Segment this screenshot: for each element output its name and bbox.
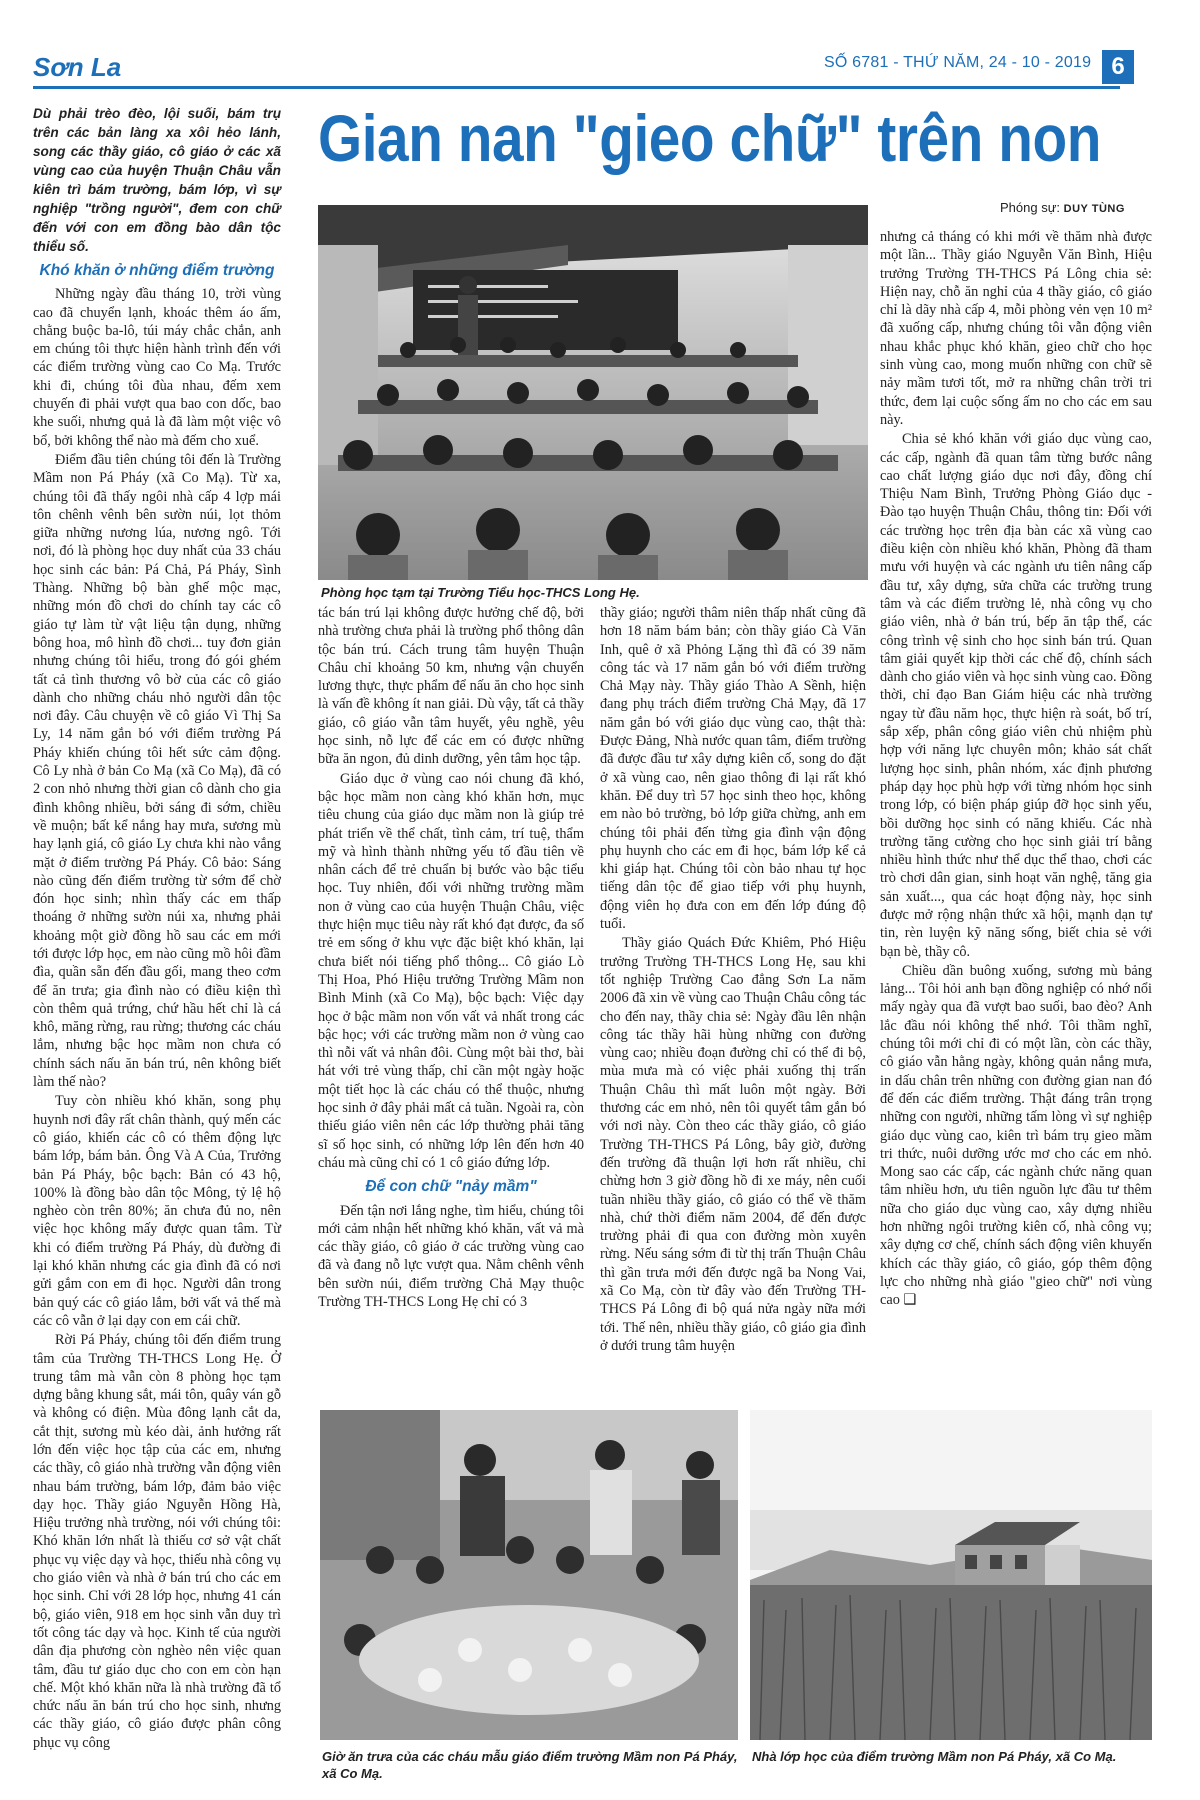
lunch-photo <box>320 1410 738 1740</box>
paragraph: nhưng cả tháng có khi mới về thăm nhà được một lần... Thầy giáo Nguyễn Văn Bình, Hiệu trưởng Trường TH-THCS Pá Lông chia sẻ: Hiện nay, chỗ ăn nghỉ của 4 thầy giáo, cô giáo chỉ là dãy nhà cấp 4, mỗi phòng vẻn vẹn 10 m² đã xuống cấp, nhưng chúng tôi vẫn động viên nhau khắc phục khó khăn, gieo chữ cho học sinh vùng cao, mong muốn những con chữ sẽ nảy mầm tươi tốt, mở ra những chân trời tri thức, đem lại cuộc sống ấm no cho các em sau này. <box>880 229 1152 428</box>
lunch-photo-caption: Giờ ăn trưa của các cháu mẫu giáo điểm trường Mầm non Pá Pháy, xã Co Mạ. <box>322 1749 738 1781</box>
paragraph: Đến tận nơi lắng nghe, tìm hiểu, chúng tôi mới cảm nhận hết những khó khăn, vất vả mà các thầy giáo, cô giáo ở các trường vùng cao đã và đang nỗ lực vượt qua. Nằm chênh vênh bên sườn núi, điểm trường Chả Mạy thuộc Trường TH-THCS Long Hẹ chỉ có 3 <box>318 1202 584 1310</box>
header-rule <box>33 86 1120 89</box>
page-header <box>0 0 1200 100</box>
headline: Gian nan "gieo chữ" trên non <box>318 101 1101 175</box>
paragraph: Rời Pá Pháy, chúng tôi đến điểm trung tâm của Trường TH-THCS Long Hẹ. Ở trung tâm mà vẫn còn 8 phòng học tạm dựng bằng khung sắt, mái tôn, quây ván gỗ và không có điện. Mùa đông lạnh cắt da, cắt thịt, sương mù kéo dài, ảnh hưởng rất lớn đến việc học tập của các em, nhưng các thầy, cô giáo nhà trường vẫn động viên nhau bám trường, bám lớp, đảm bảo việc dạy học. Thầy giáo Nguyễn Hồng Hà, Hiệu trưởng nhà trường, nói với chúng tôi: Khó khăn lớn nhất là thiếu cơ sở vật chất phục vụ việc dạy và học, thiếu nhà công vụ cho giáo viên và nhà ở bán trú cho các em học sinh. Chỉ với 28 lớp học, nhưng 41 cán bộ, giáo viên, 918 em học sinh vẫn duy trì tốt công tác dạy và học. Kinh tế của người dân địa phương còn nghèo nên việc quan tâm, đầu tư giáo dục cho con em còn hạn chế. Một khó khăn nữa là nhà trường đã tổ chức nấu ăn bán trú cho học sinh, nhưng các thầy giáo, cô giáo được phân công phục vụ công <box>33 1332 281 1751</box>
paragraph: Những ngày đầu tháng 10, trời vùng cao đã chuyển lạnh, khoác thêm áo ấm, chằng buộc ba-lô, túi máy chắc chắn, anh em chúng tôi thực hiện hành trình đến với các điểm trường vùng cao Co Mạ. Trước khi đi, chúng tôi đùa nhau, đếm xem chuyến đi phải vượt qua bao con dốc, bao khe suối, nhưng quả là đã làm một việc vô bổ, bởi không thể nào mà đếm cho xuể. <box>33 286 281 449</box>
column-1 <box>33 104 281 1753</box>
issue-info: SỐ 6781 - THỨ NĂM, 24 - 10 - 2019 <box>824 54 1092 71</box>
subheading-sprouting: Để con chữ "nảy mầm" <box>365 1178 537 1196</box>
classroom-photo <box>318 205 868 580</box>
byline-author: DUY TÙNG <box>1063 203 1125 215</box>
section-name: Sơn La <box>33 52 122 82</box>
main-photo-caption: Phòng học tạm tại Trường Tiểu học-THCS Long Hẹ. <box>321 585 640 600</box>
page-number: 6 <box>1102 50 1134 84</box>
paragraph: tác bán trú lại không được hưởng chế độ, bởi nhà trường chưa phải là trường phổ thông dân tộc bán trú. Cách trung tâm huyện Thuận Châu chỉ khoảng 50 km, nhưng vận chuyển lương thực, thực phẩm để nấu ăn cho học sinh là vấn đề không ít nan giải. Dù vậy, tất cả thầy giáo, cô giáo vẫn tâm huyết, yêu nghề, yêu học sinh, nỗ lực để các em có được những bữa ăn ngon, đủ dinh dưỡng, yên tâm học tập. <box>318 605 584 768</box>
house-photo-caption: Nhà lớp học của điểm trường Mầm non Pá Pháy, xã Co Mạ. <box>752 1749 1117 1764</box>
paragraph: Chia sẻ khó khăn với giáo dục vùng cao, các cấp, ngành đã quan tâm từng bước nâng cao chất lượng giáo dục nơi đây, đồng chí Thiệu Nam Bình, Trưởng Phòng Giáo dục - Đào tạo huyện Thuận Châu, thông tin: Đối với các trường học trên địa bàn các xã vùng cao điều kiện còn nhiều khó khăn, Phòng đã tham mưu với huyện và các ngành ưu tiên nâng cấp đầu tư, xây dựng, sửa chữa các trường trung tâm và các điểm trường lẻ, nhà công vụ cho giáo viên, nhà ở bán trú, bếp ăn tập thể, các công trình vệ sinh cho học sinh bán trú. Quan tâm giải quyết kịp thời các chế độ, chính sách dành cho giáo viên và học sinh vùng cao. Đồng thời, chỉ đạo Ban Giám hiệu các nhà trường ngay từ đầu năm học, thực hiện rà soát, bố trí, sắp xếp, phân công giáo viên chủ nhiệm phù hợp với năng lực chuyên môn; khảo sát chất lượng học sinh, phân nhóm, xác định phương pháp dạy học phù hợp với từng nhóm học sinh trong lớp, có biện pháp giúp đỡ học sinh yếu, bồi dưỡng học sinh có năng khiếu. Các nhà trường tăng cường cho học sinh giải trí bằng nhiều hình thức như thể dục thể thao, chơi các trò chơi dân gian, sinh hoạt văn nghệ, tăng gia sản xuất..., qua các hoạt động này, học sinh được mở rộng nhận thức xã hội, mạnh dạn tự tin, rèn luyện kỹ năng sống, biết chia sẻ với bạn bè, thầy cô. <box>880 431 1152 960</box>
byline <box>1000 200 1125 215</box>
column-3 <box>600 604 866 1356</box>
byline-prefix: Phóng sự: <box>1000 200 1061 215</box>
paragraph: Thầy giáo Quách Đức Khiêm, Phó Hiệu trưởng Trường TH-THCS Long Hẹ, sau khi tốt nghiệp Trường Cao đẳng Sơn La năm 2006 đã xin về vùng cao Thuận Châu công tác cho đến nay, thầy chia sẻ: Ngày đầu lên nhận công tác thầy hãi hùng những con đường vùng cao; nhiều đoạn đường chỉ có thể đi bộ, mùa mưa mà có việc phải xuống thị trấn Thuận Châu thì mất luôn một ngày. Bởi thương các em nhỏ, nên tôi quyết tâm gắn bó với nơi này. Còn theo các thầy giáo, cô giáo Trường TH-THCS Pá Lông, bây giờ, đường đến trường đã thuận lợi hơn rất nhiều, chỉ chừng hơn 3 giờ đồng hồ đi xe máy, nên cuối tuần nhiều thầy giáo, cô giáo có thể về thăm nhà, chứ thời điểm năm 2004, để đến được trường phải đi qua con đường mòn xuyên rừng. Nếu sáng sớm đi từ thị trấn Thuận Châu thì gần trưa mới đến được ngã ba Nong Vai, xã Co Mạ, còn từ đây vào đến Trường TH-THCS Pá Lông đi bộ quá nửa ngày nữa mới tới. Thế nên, nhiều thầy giáo, cô giáo gia đình ở dưới trung tâm huyện <box>600 935 866 1354</box>
paragraph: Điểm đầu tiên chúng tôi đến là Trường Mầm non Pá Pháy (xã Co Mạ). Từ xa, chúng tôi đã thấy ngôi nhà cấp 4 lợp mái tôn chênh vênh bên sườn núi, lọt thỏm giữa những nương lúa, nương ngô. Tới nơi, đó là phòng học duy nhất của 33 cháu học sinh các bản: Pá Chả, Pá Pháy, Sình Thàng. Những bộ bàn ghế mộc mạc, những món đồ chơi do chính tay các cô giáo tự làm từ vật liệu tận dụng, những bông hoa, mô hình đồ chơi... tuy đơn giản nhưng chúng tôi hiểu, trong đó gói ghém tất cả tình thương vô bờ của các cô giáo dành cho những cháu nhỏ người dân tộc nơi đây. Câu chuyện về cô giáo Vì Thị Sa Ly, 14 năm gắn bó với điểm trường Pá Pháy khiến chúng tôi hết sức cảm động. Cô Ly nhà ở bản Co Mạ (xã Co Mạ), đã có 2 con nhỏ nhưng thời gian cô dành cho gia đình không nhiều, bởi sáng đi sớm, chiều về muộn; bất kể nắng hay mưa, sương mù hay lạnh giá, cô giáo Ly chưa khi nào vắng mặt ở điểm trường Pá Pháy. Cô bảo: Sáng nào cũng đến điểm trường từ sớm để chờ đón học sinh; nhìn thấy các em thấp thoáng ở những sườn núi xa, nhưng phải khoảng một giờ đồng hồ sau các em mới tới được lớp học, em nào cũng mồ hôi đầm đìa, quần sẵn đến đầu gối, mang theo cơm để ăn trưa; gia đình nào có điều kiện thì còn thêm quả trứng, chứ hầu hết chỉ là cá khô, măng rừng, rau rừng; thương các cháu lắm, nhưng bậc học mầm non chưa có chính sách nấu ăn bán trú, nên không biết làm thế nào? <box>33 451 281 1091</box>
column-4 <box>880 228 1152 1311</box>
column-2 <box>318 604 584 1312</box>
school-house-photo <box>750 1410 1152 1740</box>
subheading-difficulties: Khó khăn ở những điểm trường <box>39 262 275 279</box>
paragraph: Giáo dục ở vùng cao nói chung đã khó, bậc học mầm non càng khó khăn hơn, mục tiêu chung của giáo dục mầm non là giúp trẻ phát triển về thể chất, tình cảm, trí tuệ, thẩm mỹ và hình thành những yếu tố đầu tiên về nhân cách để trẻ chuẩn bị bước vào bậc tiểu học. Tuy nhiên, đối với những trường mầm non ở vùng cao của huyện Thuận Châu, việc thực hiện mục tiêu này rất khó đạt được, đa số trẻ em sống ở khu vực đặc biệt khó khăn, lại chưa biết nói tiếng phổ thông... Cô giáo Lò Thị Hoa, Phó Hiệu trưởng Trường Mầm non Bình Minh (xã Co Mạ), bộc bạch: Việc dạy học ở bậc mầm non vốn vất vả nhất trong các bậc học; với các trường mầm non ở vùng cao thì nỗi vất vả nhân đôi. Cùng một bài thơ, bài hát với trẻ vùng thấp, chỉ cần một ngày hoặc một tiết học là các cháu có thể thuộc, nhưng học sinh ở đây phải mất cả tuần. Ngoài ra, còn thiếu giáo viên nên các lớp thường phải tăng sĩ số học sinh, có những lớp lên đến hơn 40 cháu mà cũng chỉ có 1 cô giáo đứng lớp. <box>318 770 584 1171</box>
article-lead: Dù phải trèo đèo, lội suối, bám trụ trên các bản làng xa xôi hẻo lánh, song các thầy giáo, cô giáo ở các xã vùng cao của huyện Thuận Châu vẫn kiên trì bám trường, bám lớp, vì sự nghiệp "trồng người", đem con chữ đến với con em đồng bào dân tộc thiểu số. <box>33 106 281 254</box>
paragraph: thầy giáo; người thâm niên thấp nhất cũng đã hơn 18 năm bám bản; còn thầy giáo Cà Văn Inh, quê ở xã Phỏng Lặng thì đã có 39 năm công tác và 17 năm gắn bó với điểm trường Chả Mạy này. Thầy giáo Thào A Sềnh, hiện đang phụ trách điểm trường Chả Mạy, đã 17 năm gắn bó với giáo dục vùng cao, thật thà: Được Đảng, Nhà nước quan tâm, điểm trường đã được đầu tư xây dựng kiên cố, song do đặt ở xã vùng cao, nên giao thông đi lại rất khó khăn. Để duy trì 57 học sinh theo học, không em nào bỏ trường, bỏ lớp giữa chừng, anh em chúng tôi phải đến từng gia đình vận động phụ huynh cho các em đi học, bám lớp kể cả khi giáp hạt. Chúng tôi còn bảo nhau tự học tiếng dân tộc để giao tiếp với phụ huynh, động viên họ đưa con em đến lớp đúng độ tuổi. <box>600 605 866 933</box>
paragraph: Chiều dần buông xuống, sương mù bảng lảng... Tôi hỏi anh bạn đồng nghiệp có nhớ nổi mấy ngày qua đã vượt bao suối, bao đèo? Anh lắc đầu nói không thể nhớ. Tôi thầm nghĩ, chúng tôi mới chỉ đi có một lần, còn các thầy, cô giáo vẫn hằng ngày, không quản nắng mưa, in dấu chân trên những con đường gian nan đó để đến các điểm trường. Thật đáng trân trọng những con người, những tấm lòng vì sự nghiệp giáo dục vùng cao, kiên trì bám trụ gieo mầm tri thức, nuôi dưỡng ước mơ cho các em nhỏ. Mong sao các cấp, các ngành chức năng quan tâm nhiều hơn, ưu tiên nguồn lực đầu tư thêm nữa cho giáo dục vùng cao, xây dựng nhiều hơn những ngôi trường kiên cố, nhà công vụ; xây dựng cơ chế, chính sách động viên khuyến khích các thầy giáo, cô giáo, góp thêm động lực cho những nhà giáo "gieo chữ" nơi vùng cao ❑ <box>880 962 1152 1309</box>
paragraph: Tuy còn nhiều khó khăn, song phụ huynh nơi đây rất chân thành, quý mến các cô giáo, khiến các cô có thêm động lực bám lớp, bám bản. Ông Và A Của, Trưởng bản Pá Pháy, bộc bạch: Bản có 43 hộ, 100% là đồng bào dân tộc Mông, tỷ lệ hộ nghèo còn trên 80%; ăn chưa đủ no, nên việc học không mấy được quan tâm. Từ khi có điểm trường Pá Pháy, dù đường đi lại khó khăn nhưng các gia đình đã có nơi gửi gắm con em đi học. Người dân trong bản quý các cô giáo lắm, bởi vất vả thế mà các cô vẫn ở lại dạy con em cái chữ. <box>33 1093 281 1329</box>
